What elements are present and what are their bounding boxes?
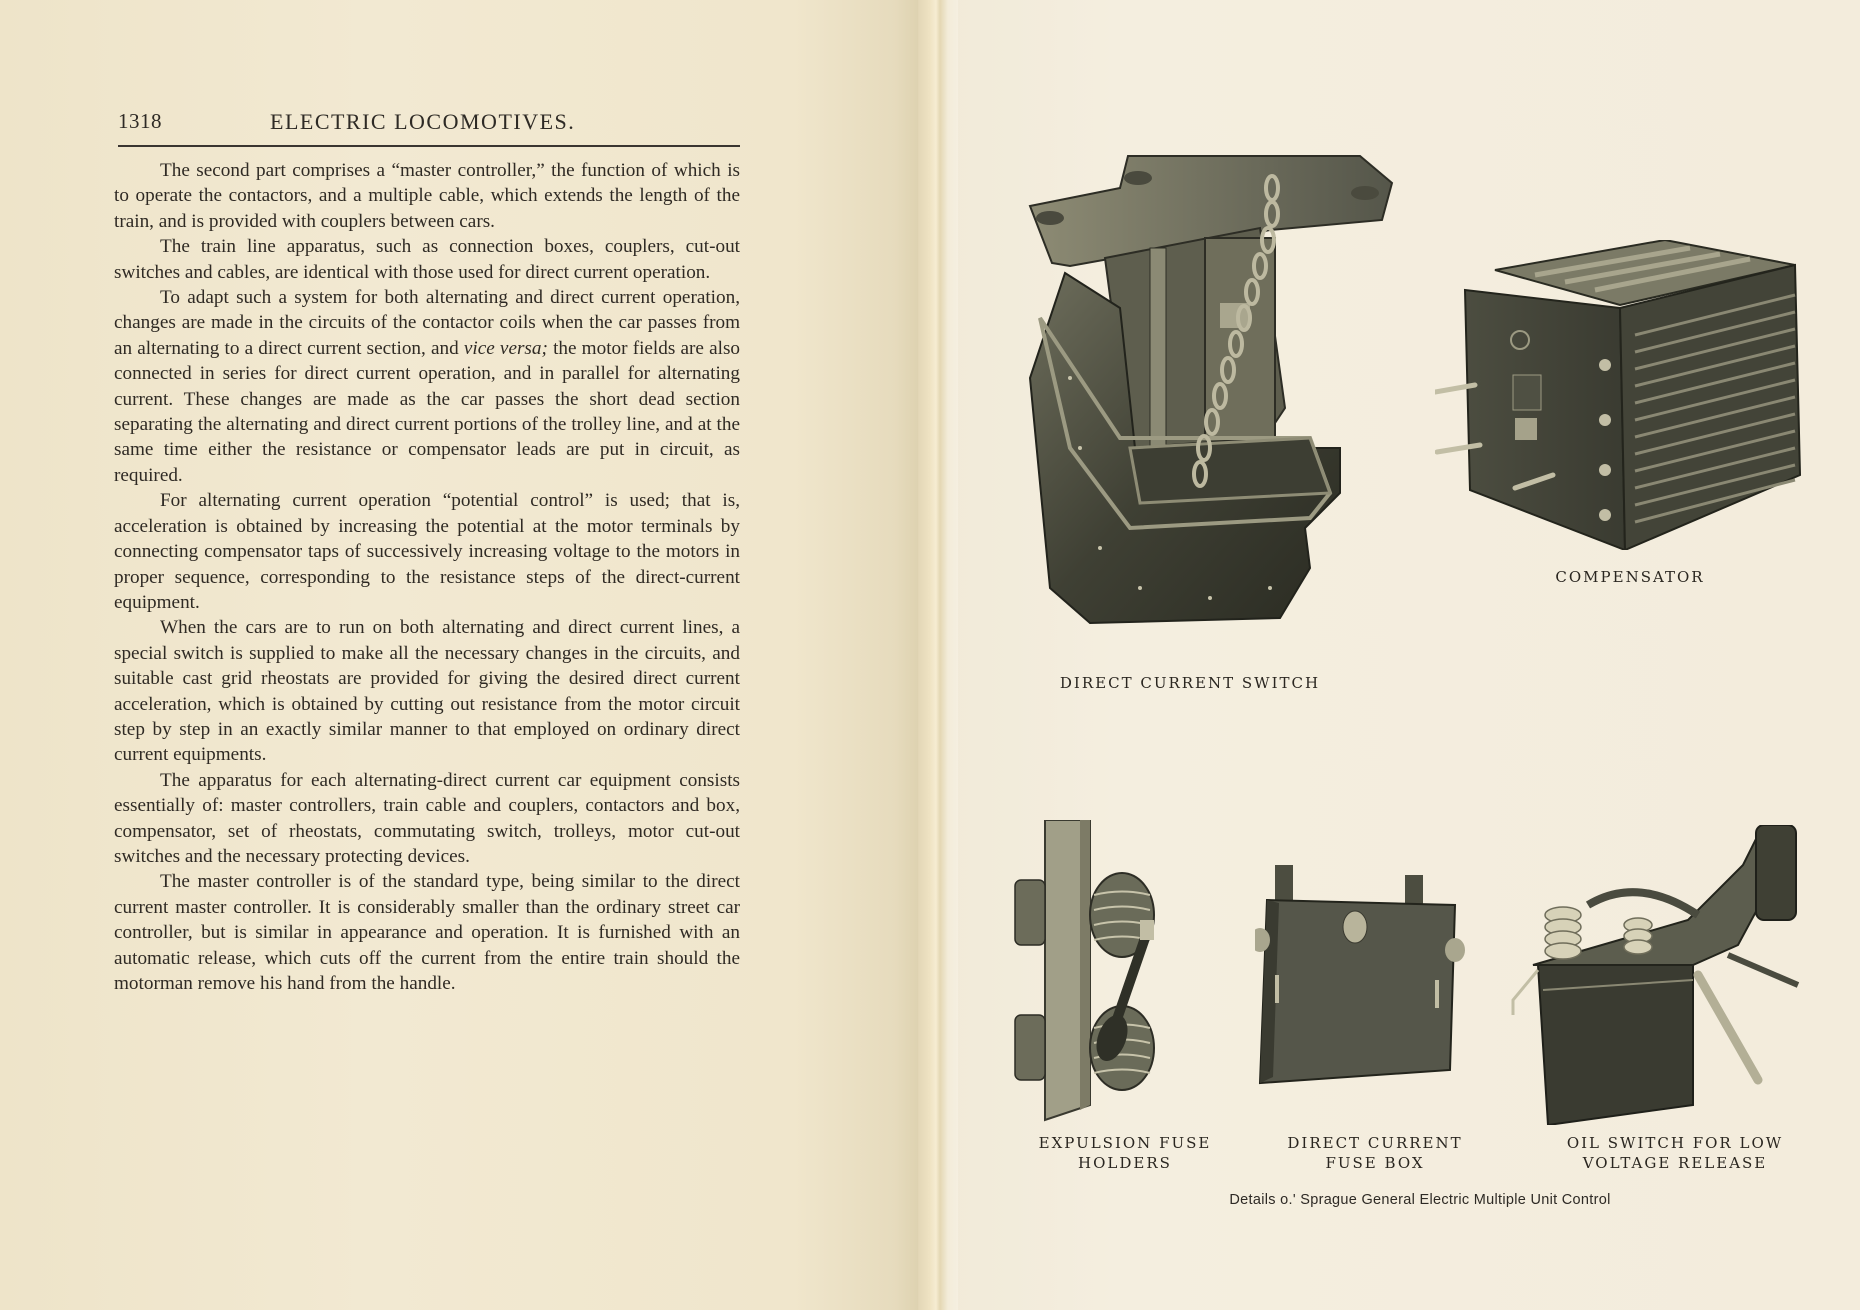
paragraph: The train line apparatus, such as connection boxes, couplers, cut-out switches and cables, are identical with those used for direct current operation.	[114, 236, 740, 283]
caption-line: DIRECT CURRENT SWITCH	[1059, 674, 1321, 692]
paragraph: The master controller is of the standard type, being similar to the direct current master controller. It is considerably smaller than the ordinary street car controller, but is similar in appearance and operation. It is furnished with an automatic release, which cuts off the current from the entire train should the motorman remove his hand from the handle.	[114, 871, 740, 994]
plate-caption: Details o.' Sprague General Electric Multiple Unit Control	[1229, 1192, 1611, 1208]
expulsion-fuse-holders-illustration	[1010, 820, 1210, 1125]
paragraph: The second part comprises a “master controller,” the function of which is to operate the contactors, and a multiple cable, which extends the length of the train, and is provided with couplers between cars.	[114, 160, 740, 232]
caption-line: COMPENSATOR	[1555, 568, 1705, 586]
body-text	[114, 158, 740, 996]
caption-line: FUSE BOX	[1325, 1154, 1425, 1172]
caption-line: EXPULSION FUSE	[1038, 1134, 1212, 1152]
page-number: 1318	[118, 109, 162, 133]
caption-line: HOLDERS	[1078, 1154, 1172, 1172]
italic-phrase: vice versa;	[463, 337, 548, 359]
compensator-illustration	[1435, 240, 1815, 550]
paragraph: The apparatus for each alternating-direct current car equipment consists essentially of: master controllers, train cable and couplers, contactors and box, compensator, set of rheostats, commutating switch, trolleys, motor cut-out switches and the necessary protecting devices.	[114, 769, 740, 867]
caption-direct-current-fuse-box	[1270, 1133, 1480, 1173]
caption-compensator	[1530, 567, 1730, 587]
caption-line: OIL SWITCH FOR LOW	[1566, 1134, 1784, 1152]
oil-switch-illustration	[1508, 825, 1818, 1125]
paragraph	[114, 285, 740, 488]
caption-expulsion-fuse-holders	[1020, 1133, 1230, 1173]
book-spine	[918, 0, 958, 1310]
paragraph: When the cars are to run on both alternating and direct current lines, a special switch is supplied to make all the necessary changes in the circuits, and suitable cast grid rheostats are provided for giving the desired direct current acceleration, which is obtained by cutting out resistance from the motor circuit step by step in an exactly similar manner to that employed on ordinary direct current equipments.	[114, 617, 740, 766]
caption-direct-current-switch	[1040, 673, 1340, 693]
caption-line: DIRECT CURRENT	[1287, 1134, 1463, 1152]
paragraph-text: To adapt such a system for both alternating and direct current operation, changes are made in the circuits of the contactor coils when the car passes from an alternating to a direct current section, and	[114, 287, 740, 359]
running-title: ELECTRIC LOCOMOTIVES.	[270, 109, 576, 134]
paragraph-text: the motor fields are also connected in series for direct current operation, and in parallel for alternating current. These changes are made as the car passes the short dead section separating the alternating and direct current portions of the trolley line, and at the same time either the resistance or compensator leads are put in circuit, as required.	[114, 337, 741, 486]
direct-current-switch-illustration	[1010, 148, 1410, 668]
running-head	[118, 105, 740, 147]
caption-oil-switch	[1530, 1133, 1820, 1173]
paragraph: For alternating current operation “potential control” is used; that is, acceleration is obtained by increasing the potential at the motor terminals by connecting compensator taps of successively increasing voltage to the motors in proper sequence, corresponding to the resistance steps of the direct-current equipment.	[114, 490, 740, 613]
direct-current-fuse-box-illustration	[1255, 865, 1485, 1095]
caption-line: VOLTAGE RELEASE	[1582, 1154, 1768, 1172]
